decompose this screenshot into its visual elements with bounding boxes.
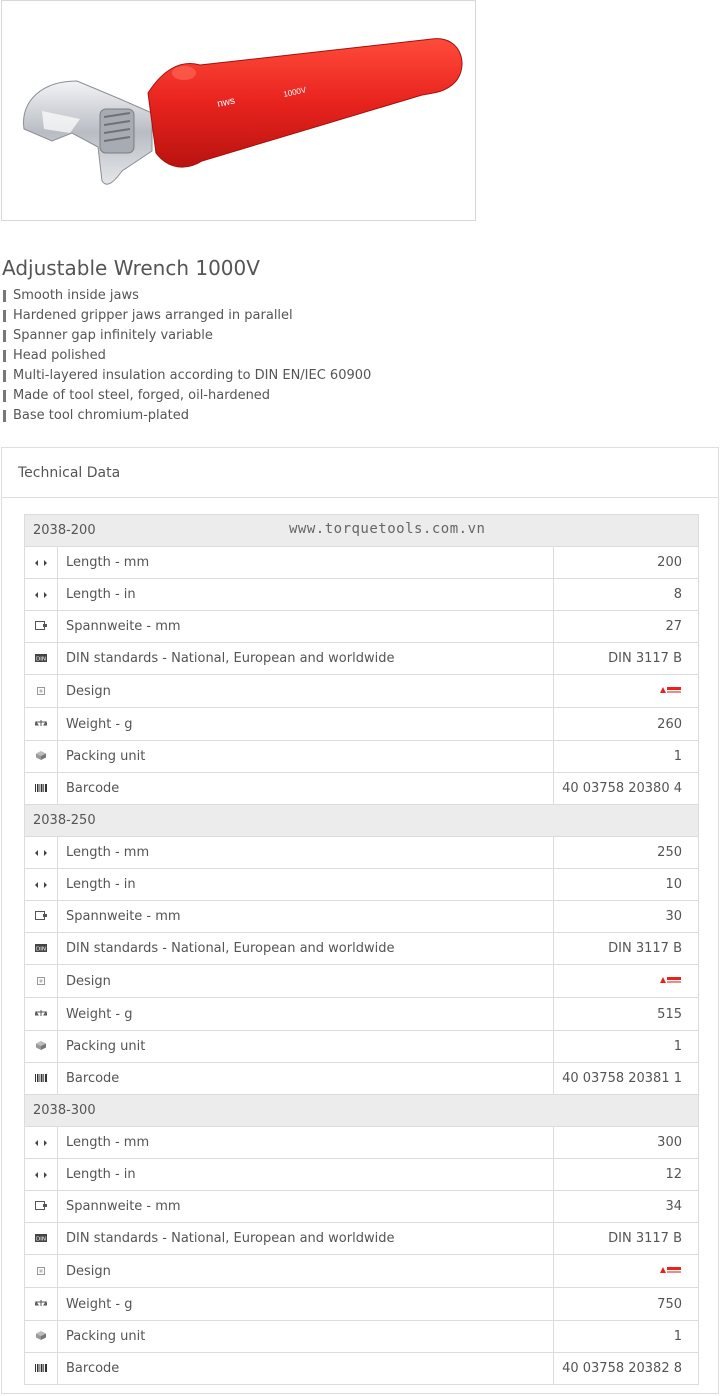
page-title: Adjustable Wrench 1000V	[2, 256, 260, 281]
din-icon	[35, 1231, 47, 1246]
length-arrows-icon	[35, 1167, 47, 1182]
feature-item: Smooth inside jaws	[2, 286, 371, 306]
svg-text:DIN: DIN	[36, 946, 46, 952]
feature-item: Multi-layered insulation according to DIN EN/IEC 60900	[2, 366, 371, 386]
wrench-photo-icon	[2, 1, 475, 220]
design-icon	[37, 684, 45, 699]
feature-list	[2, 286, 371, 426]
spec-row	[25, 773, 699, 805]
spec-value: 40 03758 20381 1	[562, 1071, 682, 1086]
spec-value: 750	[657, 1296, 682, 1312]
spec-label: Barcode	[58, 773, 554, 805]
spec-row	[25, 1288, 699, 1321]
spec-value: DIN 3117 B	[608, 651, 682, 666]
spec-row	[25, 579, 699, 611]
spec-value: 300	[657, 1135, 682, 1150]
spec-label: Length - mm	[58, 837, 554, 869]
article-code: 2038-300	[33, 1103, 96, 1118]
spec-row	[25, 547, 699, 579]
insulation-design-icon	[660, 974, 682, 989]
spec-label: DIN standards - National, European and worldwide	[58, 1223, 554, 1255]
feature-item: Spanner gap infinitely variable	[2, 326, 371, 346]
spec-row	[25, 643, 699, 675]
article-group-row	[25, 805, 699, 837]
spec-row	[25, 1255, 699, 1288]
spanner-gap-icon	[35, 1199, 47, 1214]
length-arrows-icon	[35, 877, 47, 892]
article-code: 2038-200	[33, 523, 96, 538]
spec-label: Weight - g	[58, 998, 554, 1031]
spec-value: 40 03758 20380 4	[562, 781, 682, 796]
spec-label: Design	[58, 965, 554, 998]
barcode-icon	[35, 1361, 47, 1376]
spec-label: Design	[58, 675, 554, 708]
spec-label: DIN standards - National, European and worldwide	[58, 933, 554, 965]
spec-label: Length - in	[58, 579, 554, 611]
length-arrows-icon	[35, 555, 47, 570]
spec-row	[25, 998, 699, 1031]
spec-value: 1	[673, 1039, 682, 1054]
feature-item: Head polished	[2, 346, 371, 366]
length-arrows-icon	[35, 845, 47, 860]
packing-box-icon	[36, 1329, 46, 1344]
svg-text:DIN: DIN	[36, 1236, 46, 1242]
feature-item: Hardened gripper jaws arranged in parallel	[2, 306, 371, 326]
spec-label: Weight - g	[58, 1288, 554, 1321]
spec-label: Spannweite - mm	[58, 1191, 554, 1223]
spec-row	[25, 1321, 699, 1353]
spec-row	[25, 708, 699, 741]
spec-value: 515	[657, 1006, 682, 1022]
spec-row	[25, 901, 699, 933]
article-group-row	[25, 1095, 699, 1127]
spec-value: 260	[657, 716, 682, 732]
weight-scale-icon	[35, 1297, 47, 1312]
spec-value: 40 03758 20382 8	[562, 1361, 682, 1376]
spec-value: 1	[673, 1329, 682, 1344]
feature-item: Made of tool steel, forged, oil-hardened	[2, 386, 371, 406]
packing-box-icon	[36, 1039, 46, 1054]
din-icon	[35, 941, 47, 956]
spec-row	[25, 1191, 699, 1223]
barcode-icon	[35, 781, 47, 796]
insulation-design-icon	[660, 1264, 682, 1279]
technical-data-table	[24, 514, 699, 1385]
spec-label: Weight - g	[58, 708, 554, 741]
product-image	[1, 0, 476, 221]
length-arrows-icon	[35, 587, 47, 602]
svg-text:DIN: DIN	[36, 656, 46, 662]
spec-label: Length - mm	[58, 547, 554, 579]
spec-label: Packing unit	[58, 741, 554, 773]
length-arrows-icon	[35, 1135, 47, 1150]
spec-value: 250	[657, 845, 682, 860]
spec-label: DIN standards - National, European and worldwide	[58, 643, 554, 675]
spec-value: 12	[665, 1167, 682, 1182]
spec-value: 27	[665, 619, 682, 634]
design-icon	[37, 974, 45, 989]
spec-label: Length - mm	[58, 1127, 554, 1159]
spec-label: Length - in	[58, 869, 554, 901]
spec-row	[25, 741, 699, 773]
spec-row	[25, 1223, 699, 1255]
spec-label: Barcode	[58, 1063, 554, 1095]
spec-row	[25, 869, 699, 901]
article-group-row	[25, 515, 699, 547]
design-icon	[37, 1264, 45, 1279]
spec-label: Design	[58, 1255, 554, 1288]
spec-label: Packing unit	[58, 1031, 554, 1063]
spec-row	[25, 1353, 699, 1385]
spec-value: DIN 3117 B	[608, 1231, 682, 1246]
spec-row	[25, 965, 699, 998]
spanner-gap-icon	[35, 619, 47, 634]
spanner-gap-icon	[35, 909, 47, 924]
spec-label: Spannweite - mm	[58, 611, 554, 643]
feature-item: Base tool chromium-plated	[2, 406, 371, 426]
spec-row	[25, 1031, 699, 1063]
weight-scale-icon	[35, 1007, 47, 1022]
spec-row	[25, 1127, 699, 1159]
spec-value: DIN 3117 B	[608, 941, 682, 956]
spec-label: Spannweite - mm	[58, 901, 554, 933]
article-code: 2038-250	[33, 813, 96, 828]
spec-row	[25, 611, 699, 643]
spec-value: 10	[665, 877, 682, 892]
spec-value: 34	[665, 1199, 682, 1214]
spec-row	[25, 933, 699, 965]
technical-data-panel	[1, 447, 719, 1394]
technical-data-header: Technical Data	[2, 448, 718, 498]
weight-scale-icon	[35, 717, 47, 732]
spec-label: Length - in	[58, 1159, 554, 1191]
din-icon	[35, 651, 47, 666]
spec-value: 8	[673, 587, 682, 602]
spec-row	[25, 1159, 699, 1191]
spec-row	[25, 1063, 699, 1095]
insulation-design-icon	[660, 684, 682, 699]
barcode-icon	[35, 1071, 47, 1086]
image-voltage-text: 1000V	[282, 85, 308, 99]
watermark-text: www.torquetools.com.vn	[289, 521, 486, 537]
spec-value: 1	[673, 749, 682, 764]
spec-value: 200	[657, 555, 682, 570]
packing-box-icon	[36, 749, 46, 764]
image-brand-text: nws	[216, 95, 237, 110]
spec-label: Barcode	[58, 1353, 554, 1385]
spec-row	[25, 675, 699, 708]
spec-row	[25, 837, 699, 869]
spec-value: 30	[665, 909, 682, 924]
spec-label: Packing unit	[58, 1321, 554, 1353]
